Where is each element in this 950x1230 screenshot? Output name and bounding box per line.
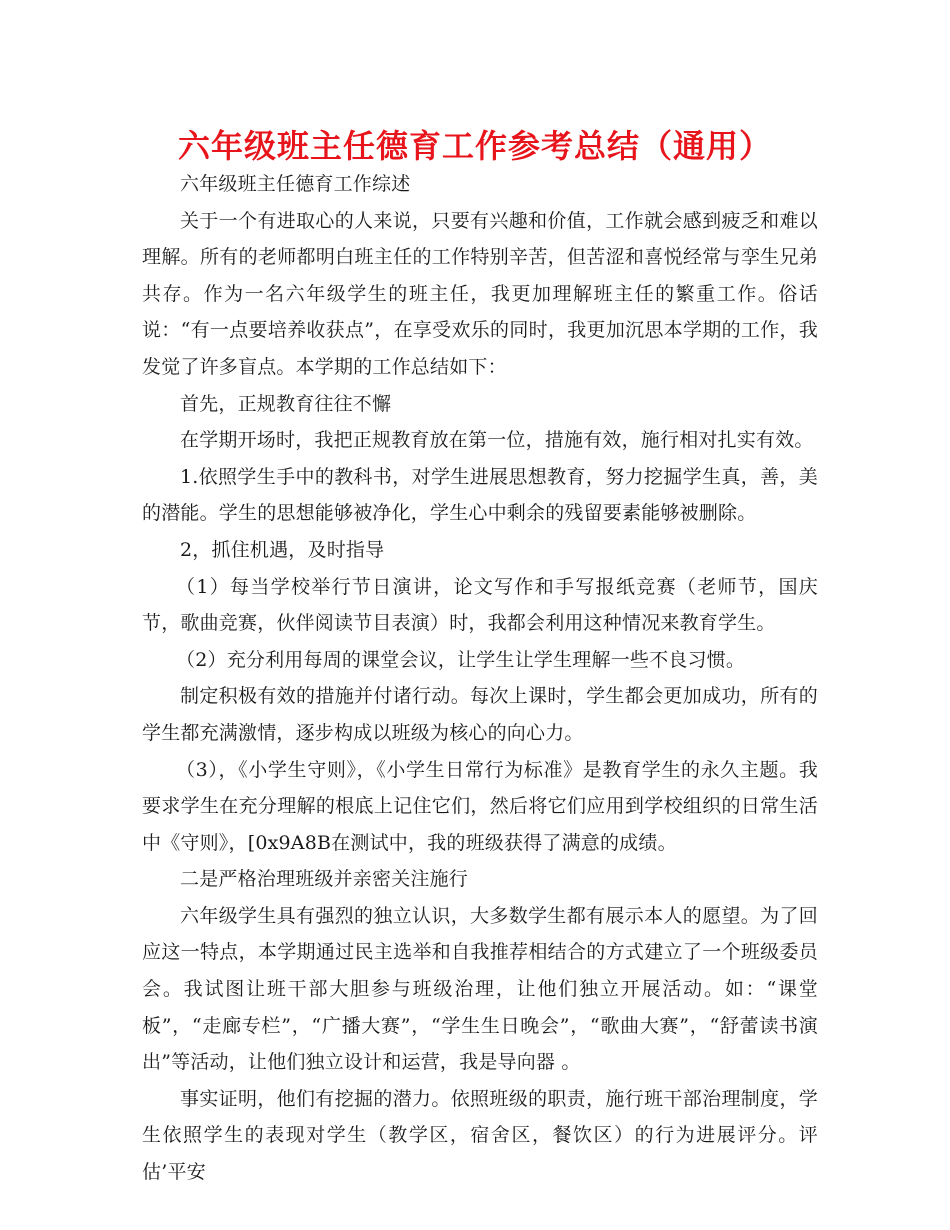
heading-second: 二是严格治理班级并亲密关注施行 — [180, 868, 469, 891]
paragraph-intro: 关于一个有进取心的人来说，只要有兴趣和价值，工作就会感到疲乏和难以理解。所有的老师都明白班主任的工作特别辛苦，但苦涩和喜悦经常与孪生兄弟共存。作为一名六年级学生的班主任，我更加理解班主任的繁重工作。俗话说：“有一点要培养收获点”，在享受欢乐的同时，我更加沉思本学期的工作，我发觉了许多盲点。本学期的工作总结如下： — [142, 209, 818, 378]
list-item-2: 2，抓住机遇，及时指导 — [180, 538, 385, 561]
paragraph-subtitle: 六年级班主任德育工作综述 — [180, 173, 411, 195]
paragraph: 事实证明，他们有挖掘的潜力。依照班级的职责，施行班干部治理制度，学生依照学生的表现对学生（教学区，宿舍区，餐饮区）的行为进展评分。评估’平安 — [142, 1087, 818, 1184]
sub-item-2: （2）充分利用每周的课堂会议，让学生让学生理解一些不良习惯。 — [176, 648, 746, 671]
heading-first: 首先，正规教育往往不懈 — [180, 392, 392, 415]
sub-item-1: （1）每当学校举行节日演讲，论文写作和手写报纸竞赛（老师节，国庆节，歌曲竞赛，伙伴阅读节目表演）时，我都会利用这种情况来教育学生。 — [142, 575, 818, 635]
list-item-1: 1.依照学生手中的教科书，对学生进展思想教育，努力挖掘学生真，善，美的潜能。学生的思想能够被净化，学生心中剩余的残留要素能够被删除。 — [142, 465, 818, 525]
paragraph: 制定积极有效的措施并付诸行动。每次上课时，学生都会更加成功，所有的学生都充满激情，逐步构成以班级为核心的向心力。 — [142, 685, 818, 744]
sub-item-3: （3），《小学生守则》，《小学生日常行为标准》是教育学生的永久主题。我要求学生在充分理解的根底上记住它们，然后将它们应用到学校组织的日常生活中《守则》，[0x9A8B在测试中，我的班级获得了满意的成绩。 — [142, 758, 818, 854]
document-body — [142, 166, 818, 1191]
document-title: 六年级班主任德育工作参考总结（通用） — [177, 127, 772, 165]
paragraph: 六年级学生具有强烈的独立认识，大多数学生都有展示本人的愿望。为了回应这一特点，本学期通过民主选举和自我推荐相结合的方式建立了一个班级委员会。我试图让班干部大胆参与班级治理，让他们独立开展活动。如：“课堂板”，“走廊专栏”，“广播大赛”，“学生生日晚会”，“歌曲大赛”，“舒蕾读书演出”等活动，让他们独立设计和运营，我是导向器 。 — [142, 904, 818, 1074]
paragraph: 在学期开场时，我把正规教育放在第一位，措施有效，施行相对扎实有效。 — [180, 429, 814, 452]
